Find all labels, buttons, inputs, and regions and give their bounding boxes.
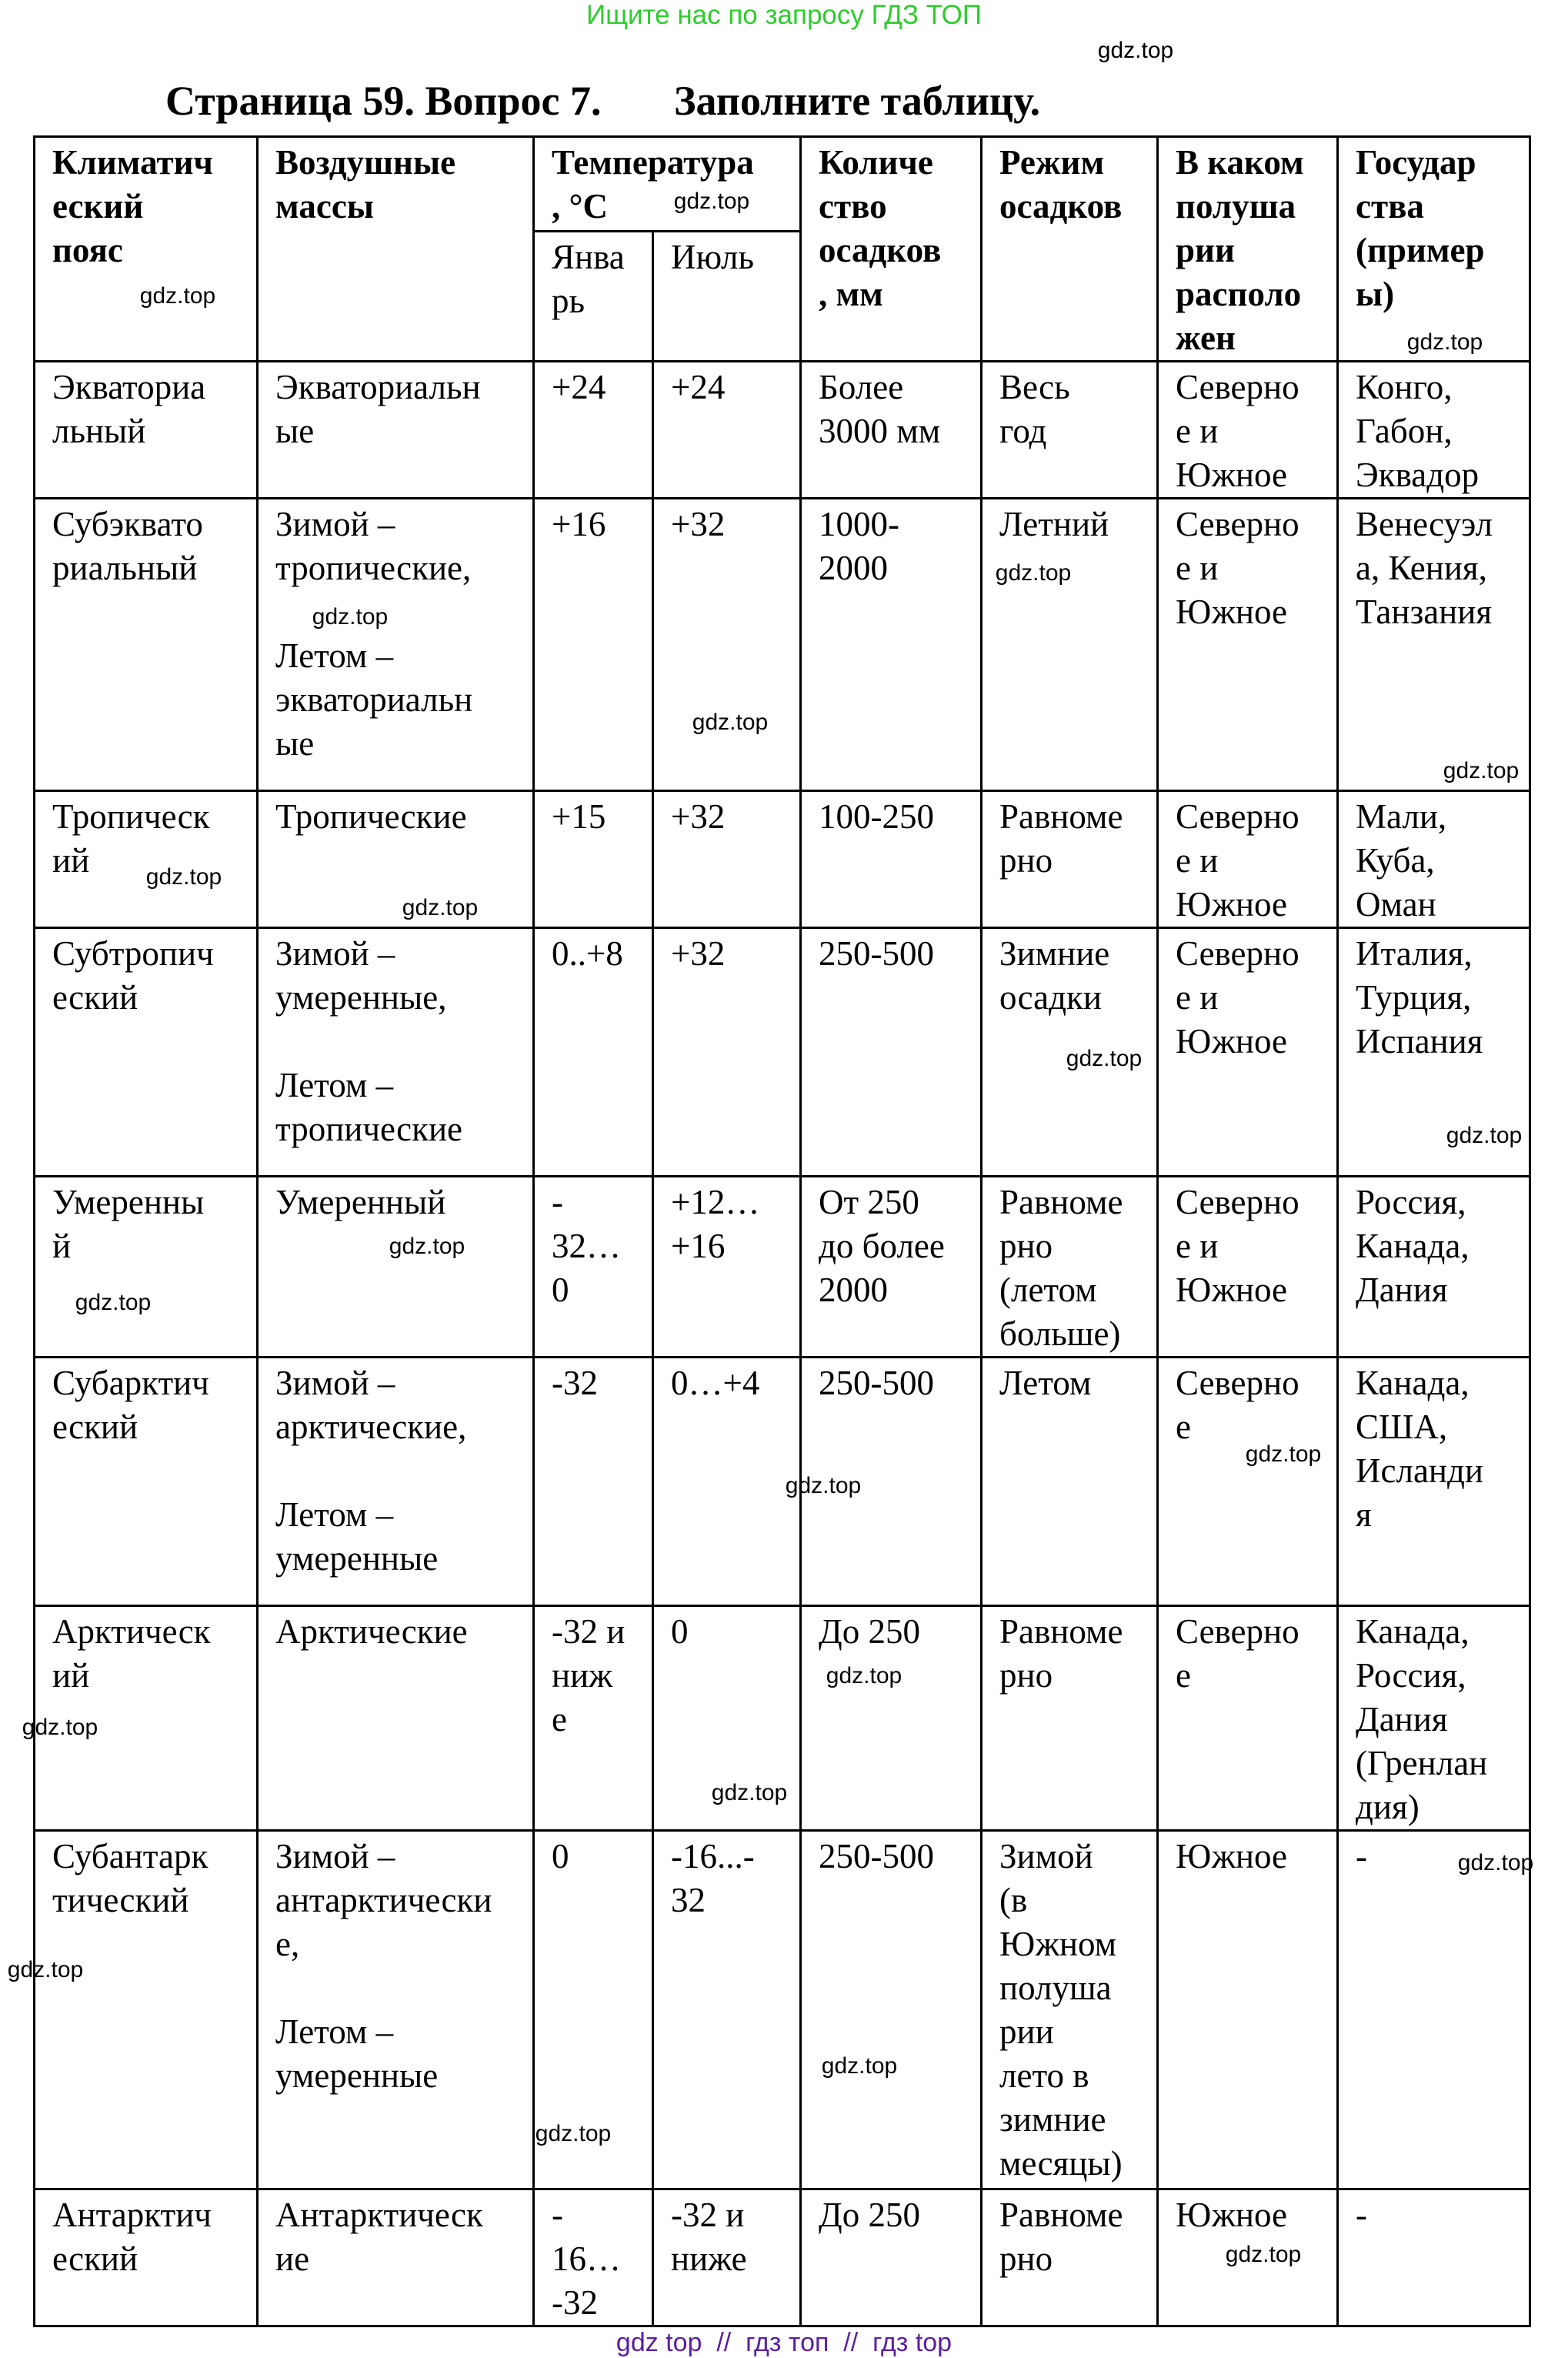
cell-precip-amount: До 250 (801, 1606, 982, 1831)
watermark: gdz.top (821, 2053, 898, 2079)
cell-hemisphere: Северно е (1158, 1606, 1338, 1831)
watermark: gdz.top (1245, 1441, 1322, 1467)
table-row (35, 499, 1530, 791)
cell-hemisphere: Южное (1158, 1831, 1338, 2189)
cell-countries: - (1338, 1831, 1530, 2189)
table-row (35, 791, 1530, 928)
search-banner: Ищите нас по запросу ГДЗ ТОП (586, 0, 982, 30)
cell-air-masses: Умеренный (258, 1177, 534, 1358)
header-precip-amount: Количе ство осадков , мм (801, 137, 982, 362)
watermark: gdz.top (75, 1290, 152, 1315)
header-climate-zone: Климатич еский пояс (35, 137, 258, 362)
watermark: gdz.top (7, 1957, 84, 1982)
cell-temp-january: - 32… 0 (534, 1177, 653, 1358)
watermark: gdz.top (1406, 329, 1483, 355)
cell-hemisphere: Южное (1158, 2189, 1338, 2326)
header-countries: Государ ства (пример ы) (1338, 137, 1530, 362)
watermark: gdz.top (1097, 38, 1174, 63)
watermark: gdz.top (1457, 1850, 1534, 1875)
watermark: gdz.top (535, 2121, 612, 2146)
header-january: Янва рь (534, 231, 653, 361)
cell-hemisphere: Северно е и Южное (1158, 499, 1338, 791)
header-air-masses: Воздушные массы (258, 137, 534, 362)
cell-precip-regime: Равноме рно (982, 791, 1158, 928)
cell-temp-july: +32 (653, 499, 801, 791)
watermark: gdz.top (389, 1234, 465, 1259)
watermark: gdz.top (1225, 2242, 1302, 2267)
footer-links: gdz top // гдз топ // гдз top (616, 2328, 952, 2357)
header-precip-regime: Режим осадков (982, 137, 1158, 362)
header-hemisphere: В каком полуша рии располо жен (1158, 137, 1338, 362)
watermark: gdz.top (312, 604, 389, 630)
cell-climate-zone: Субарктич еский (35, 1358, 258, 1606)
cell-countries: - (1338, 2189, 1530, 2326)
cell-temp-january: 0 (534, 1831, 653, 2189)
cell-precip-amount: 250-500 (801, 1358, 982, 1606)
cell-air-masses: Антарктическ ие (258, 2189, 534, 2326)
cell-countries: Канада, Россия, Дания (Гренлан дия) (1338, 1606, 1530, 1831)
cell-temp-january: 0..+8 (534, 928, 653, 1177)
cell-climate-zone: Тропическ ий (35, 791, 258, 928)
cell-air-masses: Зимой – арктические, Летом – умеренные (258, 1358, 534, 1606)
cell-precip-amount: 100-250 (801, 791, 982, 928)
cell-climate-zone: Арктическ ий (35, 1606, 258, 1831)
cell-precip-amount: До 250 (801, 2189, 982, 2326)
cell-temp-january: +24 (534, 362, 653, 499)
cell-countries: Канада, США, Исланди я (1338, 1358, 1530, 1606)
watermark: gdz.top (1066, 1046, 1143, 1071)
cell-temp-january: +15 (534, 791, 653, 928)
cell-precip-regime: Равноме рно (982, 1606, 1158, 1831)
watermark: gdz.top (995, 560, 1072, 586)
cell-climate-zone: Антарктич еский (35, 2189, 258, 2326)
cell-temp-july: -16...- 32 (653, 1831, 801, 2189)
cell-temp-january: - 16… -32 (534, 2189, 653, 2326)
watermark: gdz.top (22, 1715, 98, 1740)
cell-precip-regime: Летний (982, 499, 1158, 791)
cell-climate-zone: Экваториа льный (35, 362, 258, 499)
cell-countries: Россия, Канада, Дания (1338, 1177, 1530, 1358)
table-row (35, 2189, 1530, 2326)
cell-temp-july: 0…+4 (653, 1358, 801, 1606)
cell-precip-amount: 1000- 2000 (801, 499, 982, 791)
cell-climate-zone: Умеренны й (35, 1177, 258, 1358)
watermark: gdz.top (826, 1663, 902, 1688)
watermark: gdz.top (145, 864, 222, 890)
cell-air-masses: Арктические (258, 1606, 534, 1831)
cell-hemisphere: Северно е и Южное (1158, 1177, 1338, 1358)
cell-temp-january: -32 (534, 1358, 653, 1606)
cell-hemisphere: Северно е и Южное (1158, 791, 1338, 928)
cell-countries: Конго, Габон, Эквадор (1338, 362, 1530, 499)
cell-temp-july: +32 (653, 928, 801, 1177)
cell-precip-amount: 250-500 (801, 1831, 982, 2189)
watermark: gdz.top (139, 283, 216, 309)
cell-precip-regime: Летом (982, 1358, 1158, 1606)
cell-precip-regime: Весь год (982, 362, 1158, 499)
header-july: Июль (653, 231, 801, 361)
cell-temp-july: 0 (653, 1606, 801, 1831)
table-row (35, 1177, 1530, 1358)
cell-precip-amount: 250-500 (801, 928, 982, 1177)
watermark: gdz.top (711, 1780, 788, 1805)
watermark: gdz.top (785, 1473, 862, 1498)
cell-countries: Венесуэл а, Кения, Танзания (1338, 499, 1530, 791)
cell-precip-regime: Зимой (в Южном полуша рии лето в зимние месяцы) (982, 1831, 1158, 2189)
cell-air-masses: Тропические (258, 791, 534, 928)
watermark: gdz.top (1446, 1123, 1523, 1148)
cell-air-masses: Зимой – умеренные, Летом – тропические (258, 928, 534, 1177)
cell-hemisphere: Северно е и Южное (1158, 362, 1338, 499)
cell-temp-january: +16 (534, 499, 653, 791)
page-title: Страница 59. Вопрос 7. Заполните таблицу. (165, 78, 1041, 124)
cell-hemisphere: Северно е (1158, 1358, 1338, 1606)
cell-precip-regime: Равноме рно (летом больше) (982, 1177, 1158, 1358)
table-row (35, 1358, 1530, 1606)
watermark: gdz.top (673, 189, 750, 214)
cell-precip-amount: Более 3000 мм (801, 362, 982, 499)
cell-temp-july: +32 (653, 791, 801, 928)
climate-table (33, 135, 1534, 2327)
cell-temp-july: +12… +16 (653, 1177, 801, 1358)
cell-temp-july: +24 (653, 362, 801, 499)
cell-climate-zone: Субтропич еский (35, 928, 258, 1177)
cell-countries: Италия, Турция, Испания (1338, 928, 1530, 1177)
header-temperature: Температура , °С (534, 137, 801, 232)
cell-countries: Мали, Куба, Оман (1338, 791, 1530, 928)
watermark: gdz.top (692, 710, 769, 735)
cell-climate-zone: Субантарк тический (35, 1831, 258, 2189)
cell-precip-regime: Равноме рно (982, 2189, 1158, 2326)
table-row (35, 1831, 1530, 2189)
cell-hemisphere: Северно е и Южное (1158, 928, 1338, 1177)
cell-air-masses: Зимой – тропические, Летом – экваториальн ые (258, 499, 534, 791)
watermark: gdz.top (1443, 758, 1520, 783)
cell-air-masses: Экваториальн ые (258, 362, 534, 499)
cell-precip-amount: От 250 до более 2000 (801, 1177, 982, 1358)
cell-precip-regime: Зимние осадки (982, 928, 1158, 1177)
cell-temp-january: -32 и ниж е (534, 1606, 653, 1831)
table-row (35, 362, 1530, 499)
cell-temp-july: -32 и ниже (653, 2189, 801, 2326)
cell-climate-zone: Субэквато риальный (35, 499, 258, 791)
table-row (35, 928, 1530, 1177)
cell-air-masses: Зимой – антарктически е, Летом – умеренные (258, 1831, 534, 2189)
watermark: gdz.top (402, 895, 479, 920)
